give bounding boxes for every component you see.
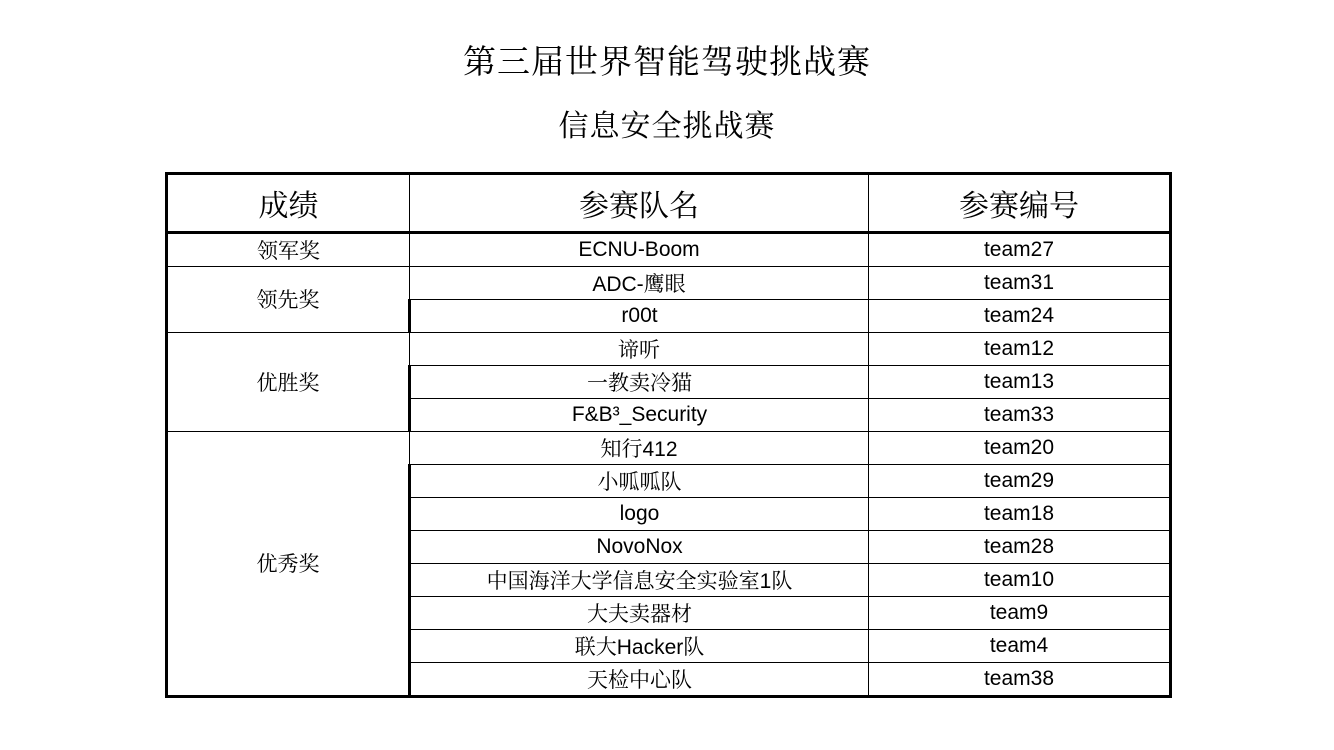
table-body xyxy=(167,232,1171,696)
cell-team-name: NovoNox xyxy=(410,530,869,563)
cell-team-number: team31 xyxy=(869,266,1171,299)
cell-award: 优胜奖 xyxy=(167,332,410,431)
table-row xyxy=(167,232,1171,266)
page-subtitle: 信息安全挑战赛 xyxy=(558,109,776,143)
cell-team-number: team18 xyxy=(869,497,1171,530)
cell-team-name: 谛听 xyxy=(410,332,869,365)
cell-team-number: team10 xyxy=(869,563,1171,596)
cell-team-number: team29 xyxy=(869,464,1171,497)
table-row xyxy=(167,431,1171,464)
cell-team-number: team27 xyxy=(869,232,1171,266)
awards-table xyxy=(165,172,1172,698)
column-header-team-name: 参赛队名 xyxy=(410,173,869,232)
cell-team-number: team12 xyxy=(869,332,1171,365)
cell-team-name: r00t xyxy=(410,299,869,332)
table-row xyxy=(167,332,1171,365)
cell-team-number: team13 xyxy=(869,365,1171,398)
cell-team-name: ECNU-Boom xyxy=(410,232,869,266)
cell-team-name: 天检中心队 xyxy=(410,662,869,696)
cell-team-name: logo xyxy=(410,497,869,530)
cell-team-name: 联大Hacker队 xyxy=(410,629,869,662)
cell-team-name: 知行412 xyxy=(410,431,869,464)
cell-team-name: 中国海洋大学信息安全实验室1队 xyxy=(410,563,869,596)
cell-team-number: team4 xyxy=(869,629,1171,662)
cell-team-name: 一教卖冷猫 xyxy=(410,365,869,398)
cell-team-name: 小呱呱队 xyxy=(410,464,869,497)
column-header-team-number: 参赛编号 xyxy=(869,173,1171,232)
cell-team-number: team38 xyxy=(869,662,1171,696)
table-header xyxy=(167,173,1171,232)
cell-team-number: team20 xyxy=(869,431,1171,464)
cell-award: 领军奖 xyxy=(167,232,410,266)
column-header-result: 成绩 xyxy=(167,173,410,232)
page-title: 第三届世界智能驾驶挑战赛 xyxy=(463,43,871,80)
cell-team-name: ADC-鹰眼 xyxy=(410,266,869,299)
table-row xyxy=(167,266,1171,299)
awards-table-container xyxy=(165,172,1169,698)
table-header-row xyxy=(167,173,1171,232)
cell-team-number: team24 xyxy=(869,299,1171,332)
cell-team-number: team9 xyxy=(869,596,1171,629)
cell-award: 领先奖 xyxy=(167,266,410,332)
cell-team-name: F&B³_Security xyxy=(410,398,869,431)
cell-award: 优秀奖 xyxy=(167,431,410,696)
cell-team-number: team33 xyxy=(869,398,1171,431)
cell-team-number: team28 xyxy=(869,530,1171,563)
cell-team-name: 大夫卖器材 xyxy=(410,596,869,629)
